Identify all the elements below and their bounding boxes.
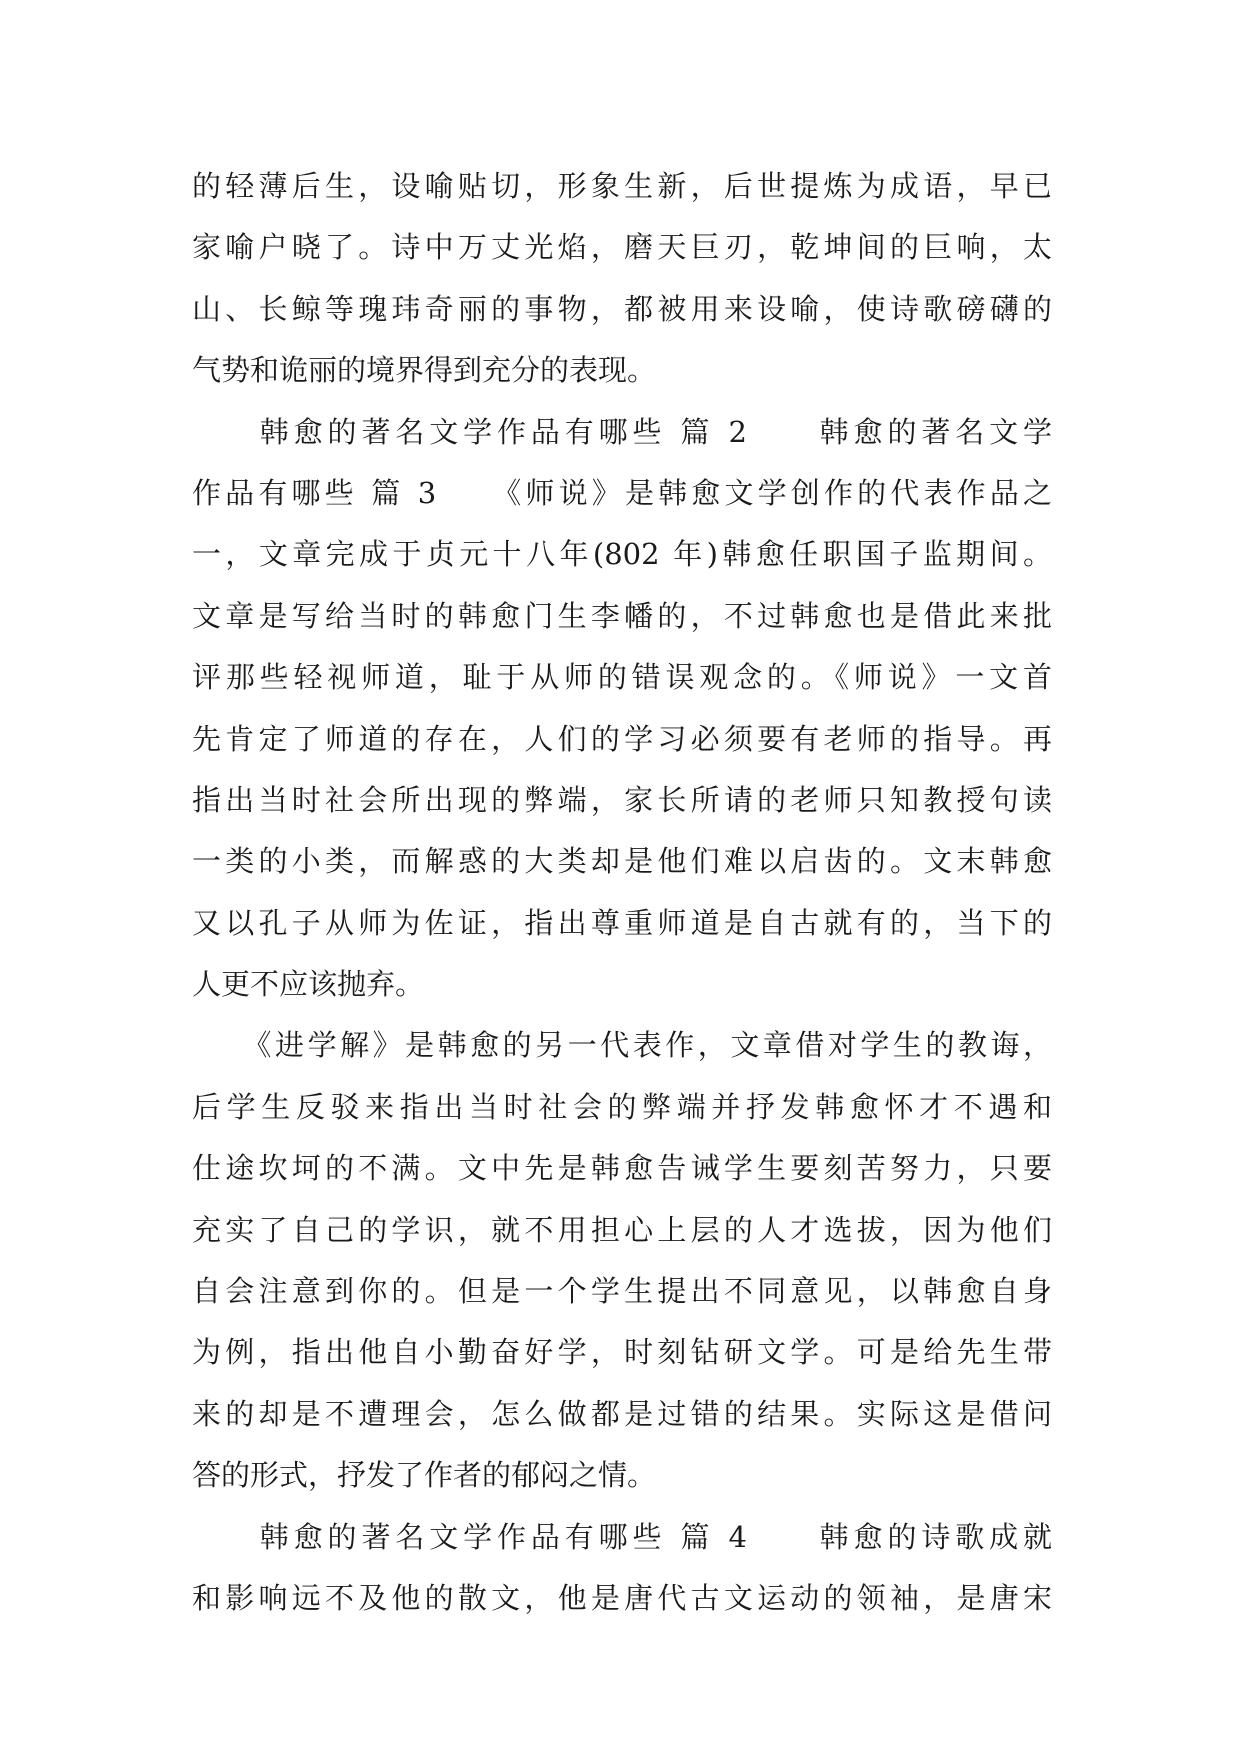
text-line: 一，文章完成于贞元十八年(802 年)韩愈任职国子监期间。	[192, 537, 1052, 572]
text-line: 来的却是不遭理会，怎么做都是过错的结果。实际这是借问	[192, 1396, 1052, 1431]
text-line: 和影响远不及他的散文，他是唐代古文运动的领袖，是唐宋	[192, 1580, 1052, 1615]
text-line: 人更不应该抛弃。	[192, 967, 425, 1002]
text-line: 文章是写给当时的韩愈门生李幡的，不过韩愈也是借此来批	[192, 598, 1052, 633]
text-line: 的轻薄后生，设喻贴切，形象生新，后世提炼为成语，早已	[192, 169, 1052, 203]
text-line: 韩愈的著名文学作品有哪些 篇 4 韩愈的诗歌成就	[192, 1519, 1052, 1554]
text-line: 自会注意到你的。但是一个学生提出不同意见，以韩愈自身	[192, 1274, 1052, 1309]
text-line: 又以孔子从师为佐证，指出尊重师道是自古就有的，当下的	[192, 905, 1052, 940]
text-line: 评那些轻视师道，耻于从师的错误观念的。《师说》一文首	[192, 660, 1052, 695]
text-line: 山、长鲸等瑰玮奇丽的事物，都被用来设喻，使诗歌磅礴的	[192, 291, 1052, 326]
text-line: 家喻户晓了。诗中万丈光焰，磨天巨刃，乾坤间的巨响，太	[192, 230, 1052, 265]
text-line: 后学生反驳来指出当时社会的弊端并抒发韩愈怀才不遇和	[192, 1089, 1052, 1124]
text-line: 指出当时社会所出现的弊端，家长所请的老师只知教授句读	[192, 782, 1052, 817]
body-text	[192, 156, 1052, 1629]
text-line: 先肯定了师道的存在，人们的学习必须要有老师的指导。再	[192, 721, 1052, 756]
text-line: 一类的小类，而解惑的大类却是他们难以启齿的。文末韩愈	[192, 844, 1052, 879]
text-line: 仕途坎坷的不满。文中先是韩愈告诫学生要刻苦努力，只要	[192, 1151, 1052, 1186]
text-line: 为例，指出他自小勤奋好学，时刻钻研文学。可是给先生带	[192, 1335, 1052, 1370]
text-line: 充实了自己的学识，就不用担心上层的人才选拔，因为他们	[192, 1212, 1052, 1247]
text-line: 答的形式，抒发了作者的郁闷之情。	[192, 1458, 657, 1493]
text-line: 作品有哪些 篇 3 《师说》是韩愈文学创作的代表作品之	[192, 475, 1052, 510]
text-line: 韩愈的著名文学作品有哪些 篇 2 韩愈的著名文学	[192, 414, 1052, 449]
text-line: 气势和诡丽的境界得到充分的表现。	[192, 353, 657, 388]
text-line: 《进学解》是韩愈的另一代表作，文章借对学生的教诲，	[192, 1028, 1052, 1063]
